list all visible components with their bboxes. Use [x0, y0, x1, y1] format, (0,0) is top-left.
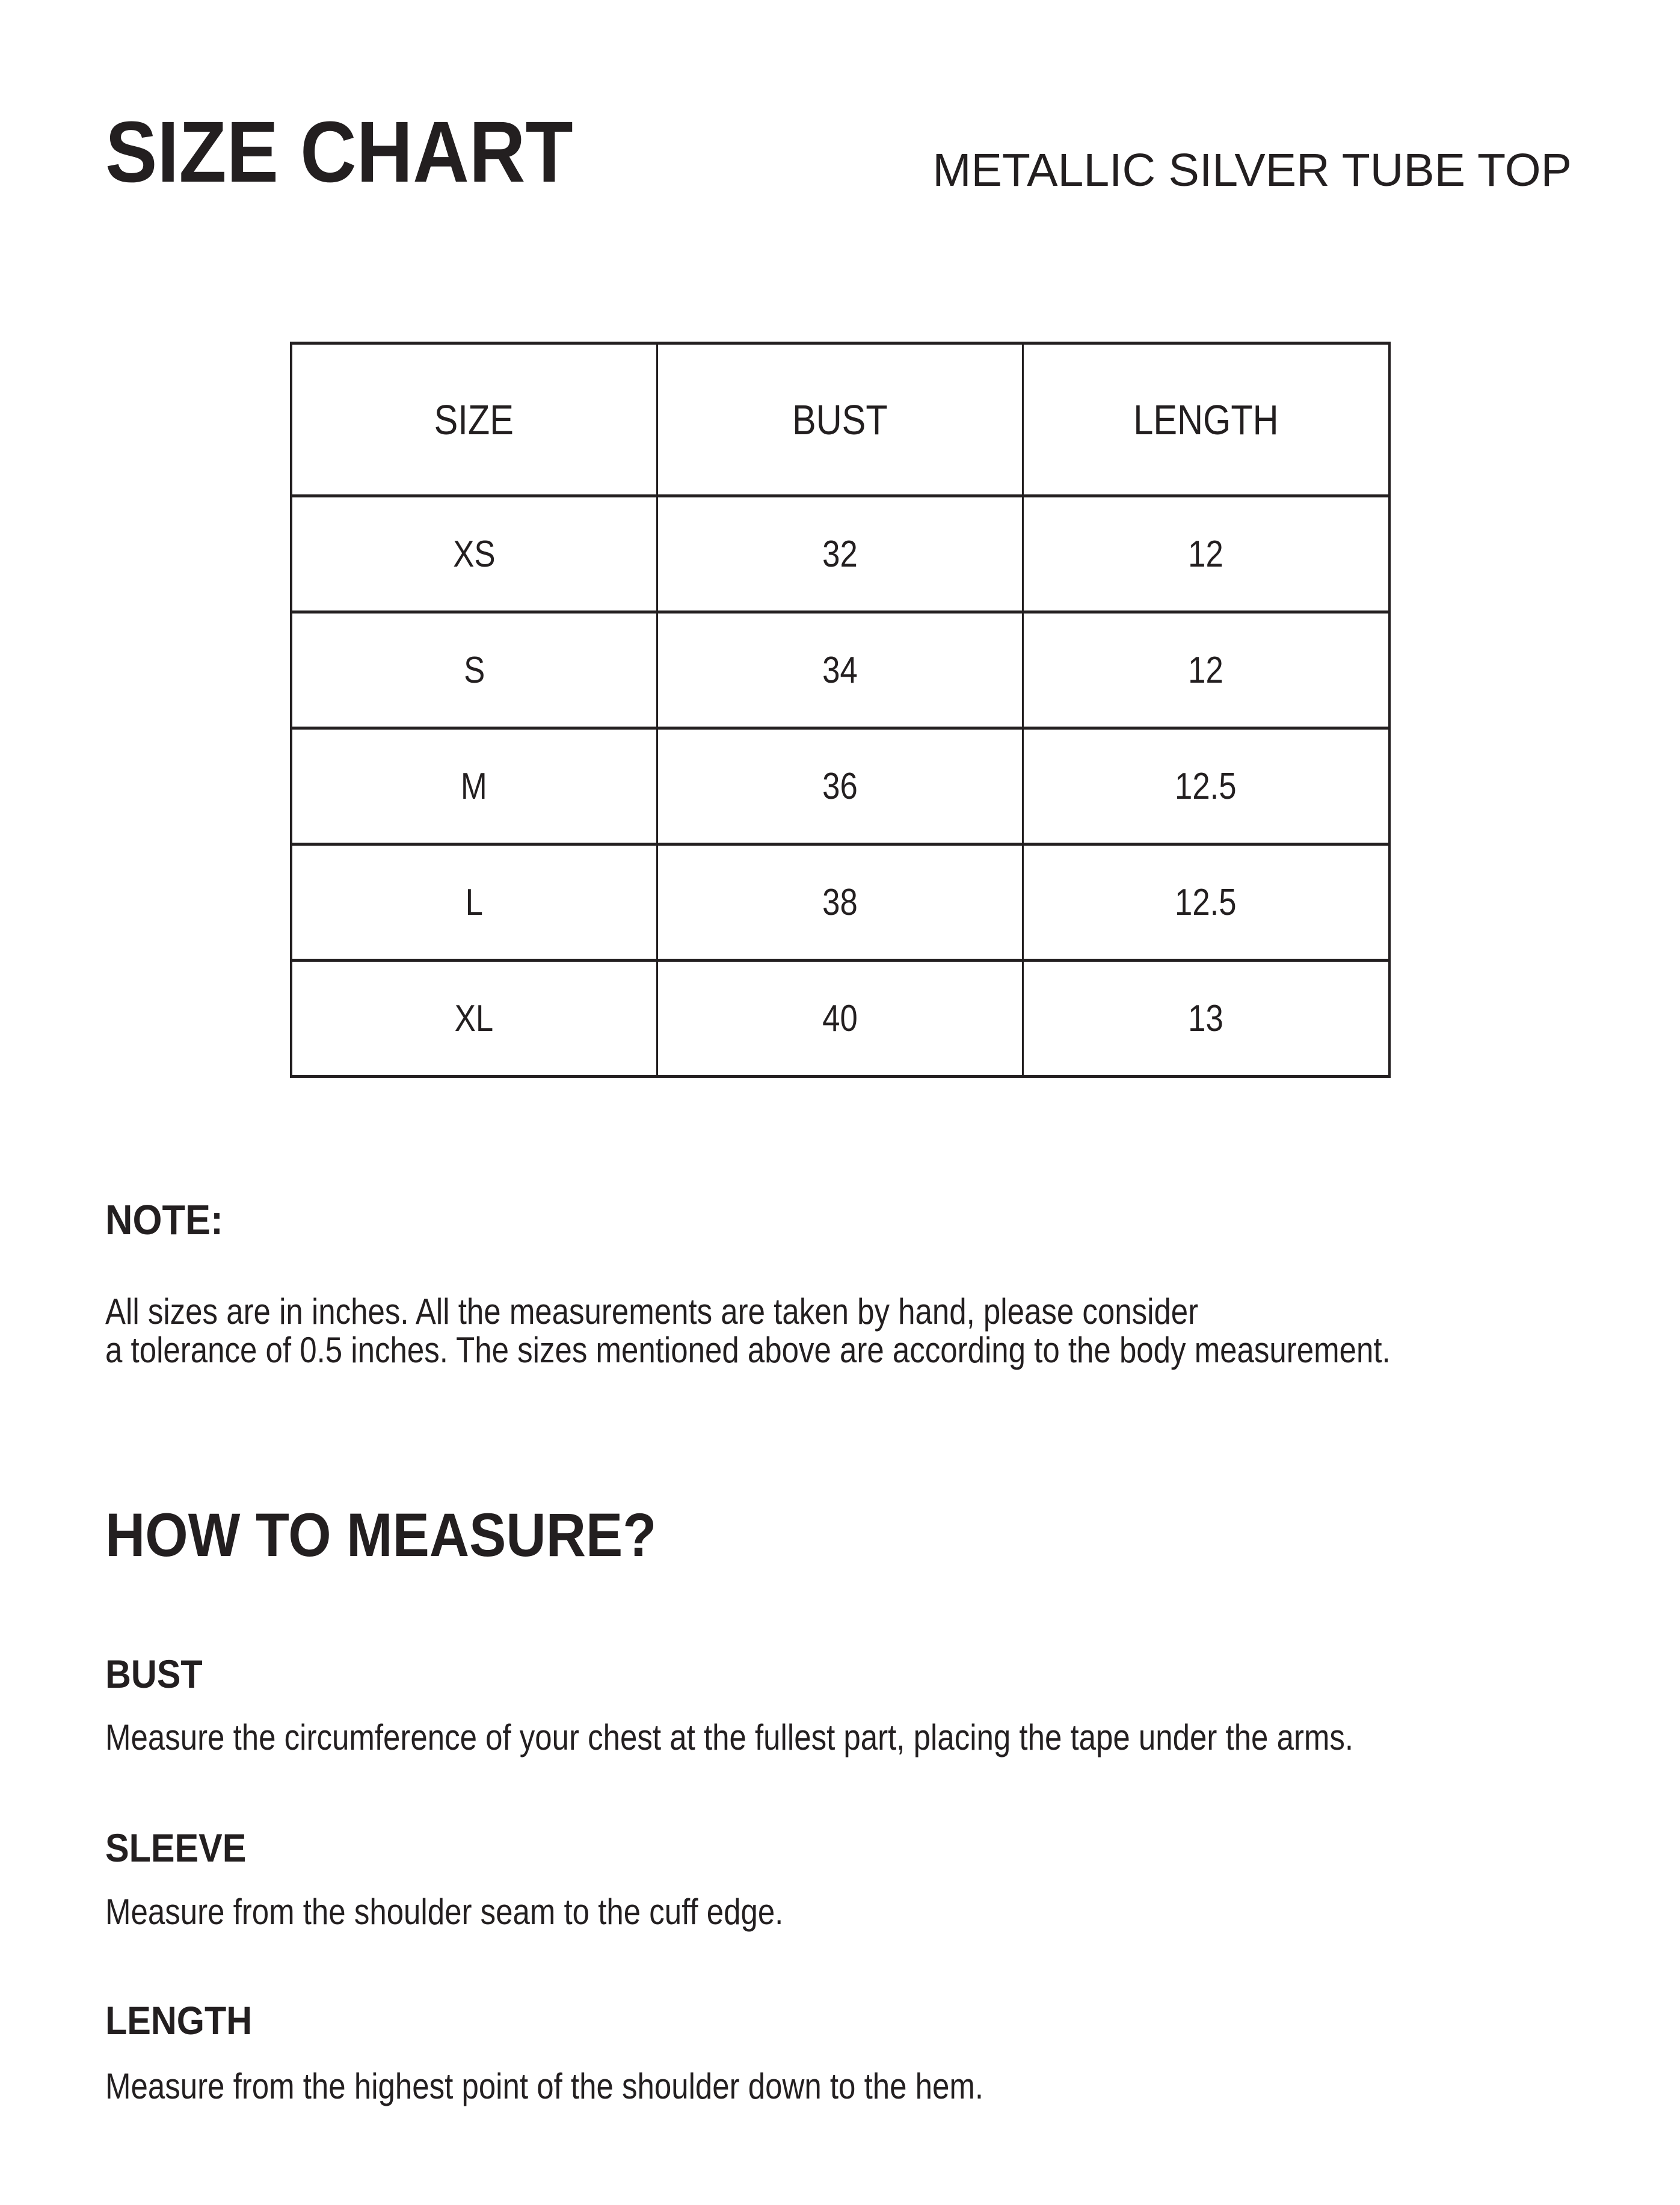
cell-size: M [291, 728, 657, 844]
table-row [291, 496, 1389, 612]
column-header-size: SIZE [291, 343, 657, 496]
section-length-description: Measure from the highest point of the shoulder down to the hem. [105, 2066, 984, 2106]
size-table [290, 342, 1391, 1078]
column-header-length: LENGTH [1023, 343, 1389, 496]
cell-bust: 34 [657, 612, 1023, 728]
section-length-label: LENGTH [105, 1998, 253, 2043]
cell-length: 12.5 [1023, 844, 1389, 961]
cell-length: 12 [1023, 496, 1389, 612]
page-title-text: SIZE CHART [105, 103, 573, 200]
cell-size: XL [291, 961, 657, 1077]
cell-bust: 36 [657, 728, 1023, 844]
section-sleeve-label: SLEEVE [105, 1825, 247, 1870]
section-sleeve-description: Measure from the shoulder seam to the cuff edge. [105, 1892, 784, 1932]
note-text [105, 1293, 1617, 1370]
table-row [291, 612, 1389, 728]
note-heading: NOTE: [105, 1196, 223, 1243]
cell-size: L [291, 844, 657, 961]
cell-length: 12 [1023, 612, 1389, 728]
section-bust-label: BUST [105, 1652, 203, 1696]
table-row [291, 844, 1389, 961]
cell-bust: 32 [657, 496, 1023, 612]
table-row [291, 961, 1389, 1077]
page-title [105, 103, 625, 200]
cell-bust: 38 [657, 844, 1023, 961]
cell-bust: 40 [657, 961, 1023, 1077]
cell-length: 12.5 [1023, 728, 1389, 844]
table-row [291, 728, 1389, 844]
note-text-line-1: All sizes are in inches. All the measurements are taken by hand, please consider [105, 1291, 1199, 1332]
how-to-measure-heading: HOW TO MEASURE? [105, 1501, 657, 1569]
cell-size: S [291, 612, 657, 728]
column-header-bust: BUST [657, 343, 1023, 496]
cell-length: 13 [1023, 961, 1389, 1077]
table-header-row [291, 343, 1389, 496]
section-bust-description: Measure the circumference of your chest at the fullest part, placing the tape under the arms. [105, 1717, 1354, 1758]
cell-size: XS [291, 496, 657, 612]
product-name [932, 144, 1572, 196]
note-text-line-2: a tolerance of 0.5 inches. The sizes mentioned above are according to the body measurement. [105, 1330, 1391, 1370]
product-name-text: METALLIC SILVER TUBE TOP [932, 144, 1572, 196]
